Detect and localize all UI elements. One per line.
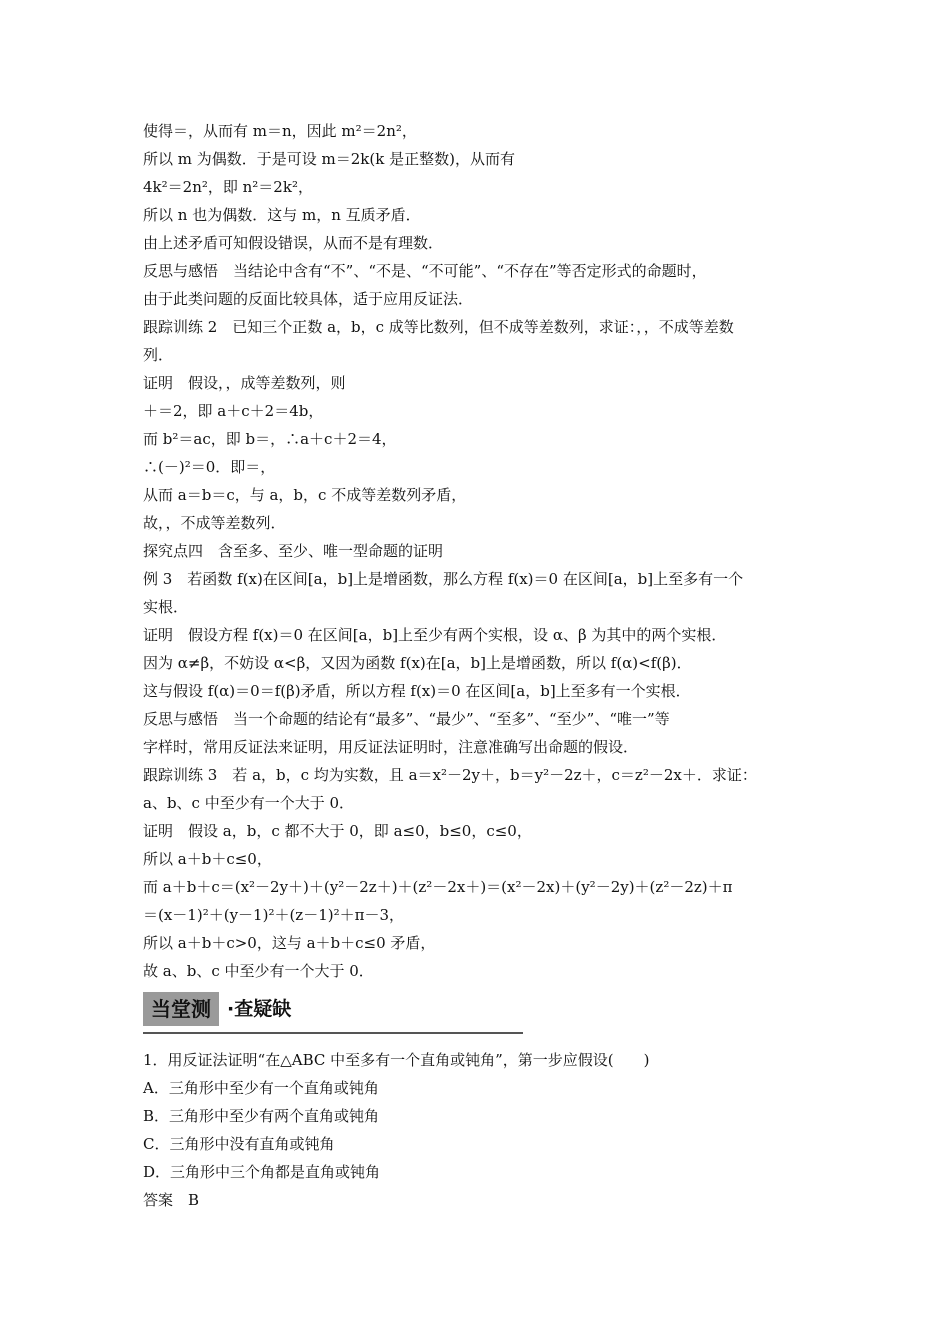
text-line: 反思与感悟 当结论中含有“不”、“不是、“不可能”、“不存在”等否定形式的命题时，: [143, 262, 707, 280]
text-line: 跟踪训练 2 已知三个正数 a，b，c 成等比数列，但不成等差数列，求证：，，不成等差数: [143, 318, 734, 336]
quiz-option-b: B．三角形中至少有两个直角或钝角: [143, 1107, 380, 1125]
text-line: 字样时，常用反证法来证明，用反证法证明时，注意准确写出命题的假设．: [143, 738, 639, 756]
text-line: 故，，不成等差数列．: [143, 514, 286, 532]
section-tag: 当堂测: [143, 992, 219, 1026]
text-line: 4k²＝2n²，即 n²＝2k²，: [143, 178, 313, 196]
section-heading: 探究点四 含至多、至少、唯一型命题的证明: [143, 542, 444, 560]
text-line: 所以 a＋b＋c≤0，: [143, 850, 272, 868]
text-line: a、b、c 中至少有一个大于 0．: [143, 794, 355, 812]
text-line: 所以 m 为偶数．于是可设 m＝2k(k 是正整数)，从而有: [143, 150, 515, 168]
quiz-question: 1．用反证法证明“在△ABC 中至多有一个直角或钝角”，第一步应假设( ): [143, 1051, 650, 1069]
text-line: 所以 a＋b＋c>0，这与 a＋b＋c≤0 矛盾，: [143, 934, 436, 952]
text-line: 跟踪训练 3 若 a，b，c 均为实数，且 a＝x²－2y＋，b＝y²－2z＋，c＝z²－2x＋．求证：: [143, 766, 757, 784]
text-line: ∴(－)²＝0．即＝，: [143, 458, 276, 476]
quiz-answer: 答案 B: [143, 1191, 200, 1209]
text-line: 而 a＋b＋c＝(x²－2y＋)＋(y²－2z＋)＋(z²－2x＋)＝(x²－2x)＋(y²－2y)＋(z²－2z)＋π: [143, 878, 733, 896]
quiz-option-a: A．三角形中至少有一个直角或钝角: [143, 1079, 379, 1097]
text-line: 证明 假设，，成等差数列，则: [143, 374, 346, 392]
text-line: 使得＝，从而有 m＝n，因此 m²＝2n²，: [143, 122, 417, 140]
text-line: 故 a、b、c 中至少有一个大于 0．: [143, 962, 374, 980]
proof-body: [143, 117, 823, 985]
text-line: 证明 假设 a，b，c 都不大于 0，即 a≤0，b≤0，c≤0，: [143, 822, 532, 840]
text-line: ＋＝2，即 a＋c＋2＝4b，: [143, 402, 324, 420]
text-line: 由于此类问题的反面比较具体，适于应用反证法．: [143, 290, 474, 308]
text-line: 反思与感悟 当一个命题的结论有“最多”、“最少”、“至多”、“至少”、“唯一”等: [143, 710, 670, 728]
text-line: 列．: [143, 346, 174, 364]
section-banner: [143, 986, 523, 1034]
text-line: 实根．: [143, 598, 189, 616]
quiz-option-d: D．三角形中三个角都是直角或钝角: [143, 1163, 381, 1181]
quiz-option-c: C．三角形中没有直角或钝角: [143, 1135, 335, 1153]
text-line: 由上述矛盾可知假设错误，从而不是有理数．: [143, 234, 444, 252]
text-line: 这与假设 f(α)＝0＝f(β)矛盾，所以方程 f(x)＝0 在区间[a，b]上至多有一个实根．: [143, 682, 691, 700]
text-line: 例 3 若函数 f(x)在区间[a，b]上是增函数，那么方程 f(x)＝0 在区间[a，b]上至多有一个: [143, 570, 744, 588]
text-line: 证明 假设方程 f(x)＝0 在区间[a，b]上至少有两个实根，设 α、β 为其中的两个实根．: [143, 626, 727, 644]
text-line: ＝(x－1)²＋(y－1)²＋(z－1)²＋π－3，: [143, 906, 405, 924]
text-line: 因为 α≠β，不妨设 α<β，又因为函数 f(x)在[a，b]上是增函数，所以 f(α)<f(β)．: [143, 654, 692, 672]
section-subtitle: ·查疑缺: [227, 998, 292, 1020]
text-line: 从而 a＝b＝c，与 a，b，c 不成等差数列矛盾，: [143, 486, 467, 504]
quiz-block: [143, 1046, 823, 1214]
text-line: 而 b²＝ac，即 b＝，∴a＋c＋2＝4，: [143, 430, 397, 448]
text-line: 所以 n 也为偶数．这与 m，n 互质矛盾．: [143, 206, 421, 224]
